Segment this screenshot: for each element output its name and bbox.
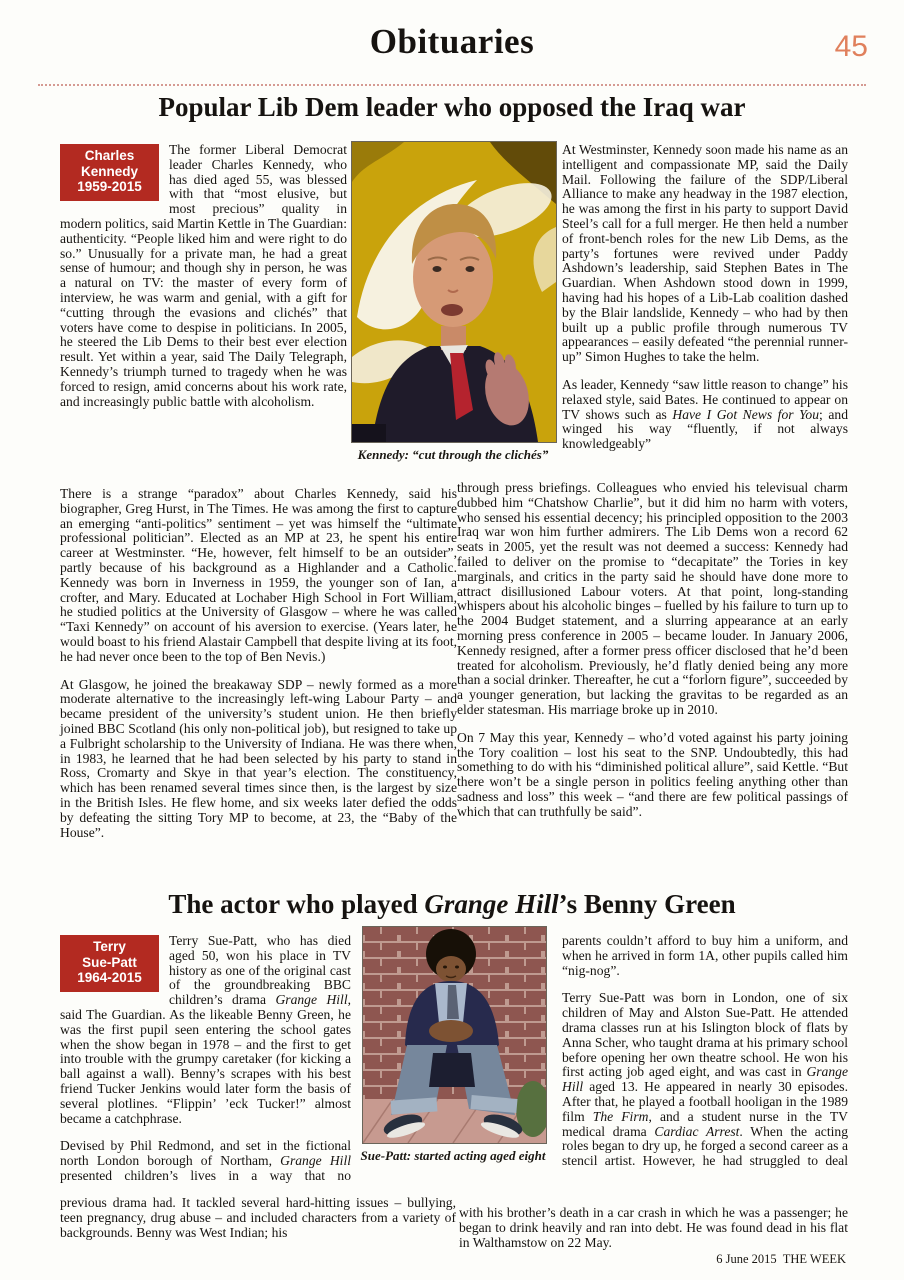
article-1-title: Popular Lib Dem leader who opposed the Iraq war xyxy=(158,92,746,122)
paragraph: previous drama had. It tackled several hard-hitting issues – bullying, teen pregnancy, drug abuse – and included characters from a variety of backgrounds. Benny was West Indian; his xyxy=(60,1195,456,1240)
kennedy-infobox xyxy=(60,144,159,201)
article-2-right-column-wide xyxy=(459,1206,848,1250)
paragraph: Terry Sue-Patt was born in London, one of six children of May and Alston Sue-Patt. He attended drama classes run at his Islington block of flats by Anna Scher, who taught drama at his primary school before opening her own theatre school. He won his first acting job aged eight, and was cast in Grange Hill aged 13. He appeared in nearly 30 episodes. After that, he played a football hooligan in the 1989 film The Firm, and a student nurse in the TV medical drama Cardiac Arrest. When the acting roles began to dry up, he forged a second career as a stencil artist. However, he had struggled to deal xyxy=(562,990,848,1169)
sue-patt-photo-illustration xyxy=(363,927,546,1143)
paragraph: On 7 May this year, Kennedy – who’d voted against his party joining the Tory coalition – lost his seat to the SNP. Undoubtedly, this had something to do with his “diminished political allure”, said Kettle. “But there won’t be a single person in politics feeling anything other than sadness and loss” this week – “and there are few political passings of which that can truthfully be said”. xyxy=(457,729,848,819)
paragraph: parents couldn’t afford to buy him a uniform, and when he arrived in form 1A, other pupils called him “nig-nog”. xyxy=(562,933,848,978)
paragraph: At Westminster, Kennedy soon made his name as an intelligent and compassionate MP, said the Daily Mail. Following the failure of the SDP/Liberal Alliance to make any headway in the 1987 election, he was among the first in his party to support David Steel’s call for a full merger. He then held a number of front-bench roles for the new Lib Dems, as the party’s fortunes were revived under Paddy Ashdown’s leadership, said Stephen Bates in The Guardian. When Ashdown stood down in 1999, having had his hopes of a Lib-Lab coalition dashed by the Blair landslide, Kennedy – who had by then built up a public profile through numerous TV appearances – easily defeated “the perennial runner-up” Simon Hughes to take the helm. xyxy=(562,142,848,365)
infobox-line: 1959-2015 xyxy=(77,179,142,194)
paragraph: through press briefings. Colleagues who envied his televisual charm dubbed him “Chatshow Charlie”, but it did him no harm with voters, who sensed his essential decency; his principled opposition to the 2003 Iraq war won him further admirers. The Lib Dems won a record 62 seats in 2005, yet the result was not deemed a success: Kennedy had failed to deliver on the promise to “decapitate” the Tories in key marginals, and critics in the party said he should have done more to attract disillusioned Labour voters. At that point, long-standing whispers about his alcoholic binges – fuelled by his failure to turn up to the 2004 Budget statement, and a slurring appearance at an early morning press conference in 2005 – became louder. In January 2006, Kennedy resigned, after a former press officer disclosed that he’d been treated for alcoholism. Previously, he’d flatly denied being any more than a social drinker. Thereafter, he cut a “forlorn figure”, succeeded by a younger generation, but lacking the gravitas to be regarded as an elder statesman. His marriage broke up in 2010. xyxy=(457,480,848,717)
header-rule xyxy=(38,84,866,86)
article-2-right-column xyxy=(562,934,848,1169)
article-1-left-column-wide xyxy=(60,487,457,840)
paragraph: with his brother’s death in a car crash in which he was a passenger; he began to drink heavily and ran into debt. He was found dead in his flat in Walthamstow on 22 May. xyxy=(459,1205,848,1250)
page-title: Obituaries xyxy=(369,22,535,61)
article-2-title: The actor who played Grange Hill’s Benny Green xyxy=(168,889,736,919)
kennedy-photo-caption: Kennedy: “cut through the clichés” xyxy=(357,447,549,462)
infobox-line: Charles xyxy=(84,148,135,163)
article-2-left-column xyxy=(60,934,351,1184)
article-1-right-column-wide xyxy=(457,481,848,820)
infobox-line: Sue-Patt xyxy=(82,954,137,970)
paragraph: At Glasgow, he joined the breakaway SDP – newly formed as a more moderate alternative to the increasingly left-wing Labour Party – and became president of the university’s student union. He then briefly joined BBC Scotland (his only non-political job), but resigned to take up a Fulbright scholarship to the University of Indiana. He was there when, in 1983, he learned that he had been selected by his party to stand in Ross, Cromarty and Skye in that year’s election. The constituency, which has been renamed several times since then, is the largest by size in the British Isles. He flew home, and six weeks later defied the odds by defeating the sitting Tory MP to become, at 23, the “Baby of the House”. xyxy=(60,676,457,840)
article-1-left-column xyxy=(60,143,347,409)
sue-patt-photo xyxy=(362,926,547,1144)
paragraph: There is a strange “paradox” about Charles Kennedy, said his biographer, Greg Hurst, in The Times. He was among the first to capture an emerging “anti-politics” sentiment – yet was himself the “ultimate professional politician”. Elected as an MP at 23, he spent his entire career at Westminster. “He, however, felt himself to be an outsider”, partly because of his background as a Highlander and a Catholic. Kennedy was born in Inverness in 1959, the younger son of Ian, a crofter, and Mary. Educated at Lochaber High School in Fort William, he studied politics at the University of Glasgow – where he was called “Taxi Kennedy” on account of his aversion to exercise. (Years later, he would boast to his friend Alastair Campbell that despite living at its foot, he had never once been to the top of Ben Nevis.) xyxy=(60,486,457,664)
article-2-left-column-wide xyxy=(60,1196,456,1240)
sue-patt-photo-caption: Sue-Patt: started acting aged eight xyxy=(360,1148,546,1163)
sue-patt-infobox xyxy=(60,935,159,992)
page-number: 45 xyxy=(834,30,868,63)
kennedy-photo-illustration xyxy=(352,142,556,442)
article-1-right-column xyxy=(562,143,848,452)
paragraph: As leader, Kennedy “saw little reason to change” his relaxed style, said Bates. He continued to appear on TV shows such as Have I Got News for You; and winged his way “fluently, if not always knowledgeably” xyxy=(562,376,848,452)
infobox-line: Kennedy xyxy=(80,163,138,179)
paragraph: The former Liberal Democrat leader Charles Kennedy, who has died aged 55, was blessed with that “most elusive, but most precious” quality in modern politics, said Martin Kettle in The Guardian: authenticity. “People liked him and were right to do so.” Unusually for a private man, he had a great sense of humour; and though shy in person, he was a natural on TV: the master of every form of interview, he was warm and genial, with a gift for “cutting through the evasions and clichés” that voters have come to despise in politicians. In 2005, he steered the Lib Dems to their best ever election result. Yet within a year, said The Daily Telegraph, Kennedy’s triumph turned to tragedy when he was forced to resign, amid concerns about his work rate, and increasingly public battle with alcoholism. xyxy=(60,142,347,409)
infobox-line: Terry xyxy=(93,939,126,954)
footer-dateline: 6 June 2015 THE WEEK xyxy=(716,1252,846,1266)
infobox-line: 1964-2015 xyxy=(77,970,142,985)
paragraph: Devised by Phil Redmond, and set in the fictional north London borough of Northam, Grange Hill presented children’s lives in a way that no xyxy=(60,1138,351,1183)
kennedy-photo xyxy=(351,141,557,443)
paragraph: Terry Sue-Patt, who has died aged 50, won his place in TV history as one of the original cast of the groundbreaking BBC children’s drama Grange Hill, said The Guardian. As the likeable Benny Green, he was the first pupil seen entering the school gates when the show began in 1978 – and the first to get into trouble with the grumpy caretaker (for kicking a ball against a wall). Benny’s scrapes with his best friend Tucker Jenkins would later form the basis of several plotlines. “Flippin’ ’eck Tucker!” almost became a catchphrase. xyxy=(60,933,351,1126)
